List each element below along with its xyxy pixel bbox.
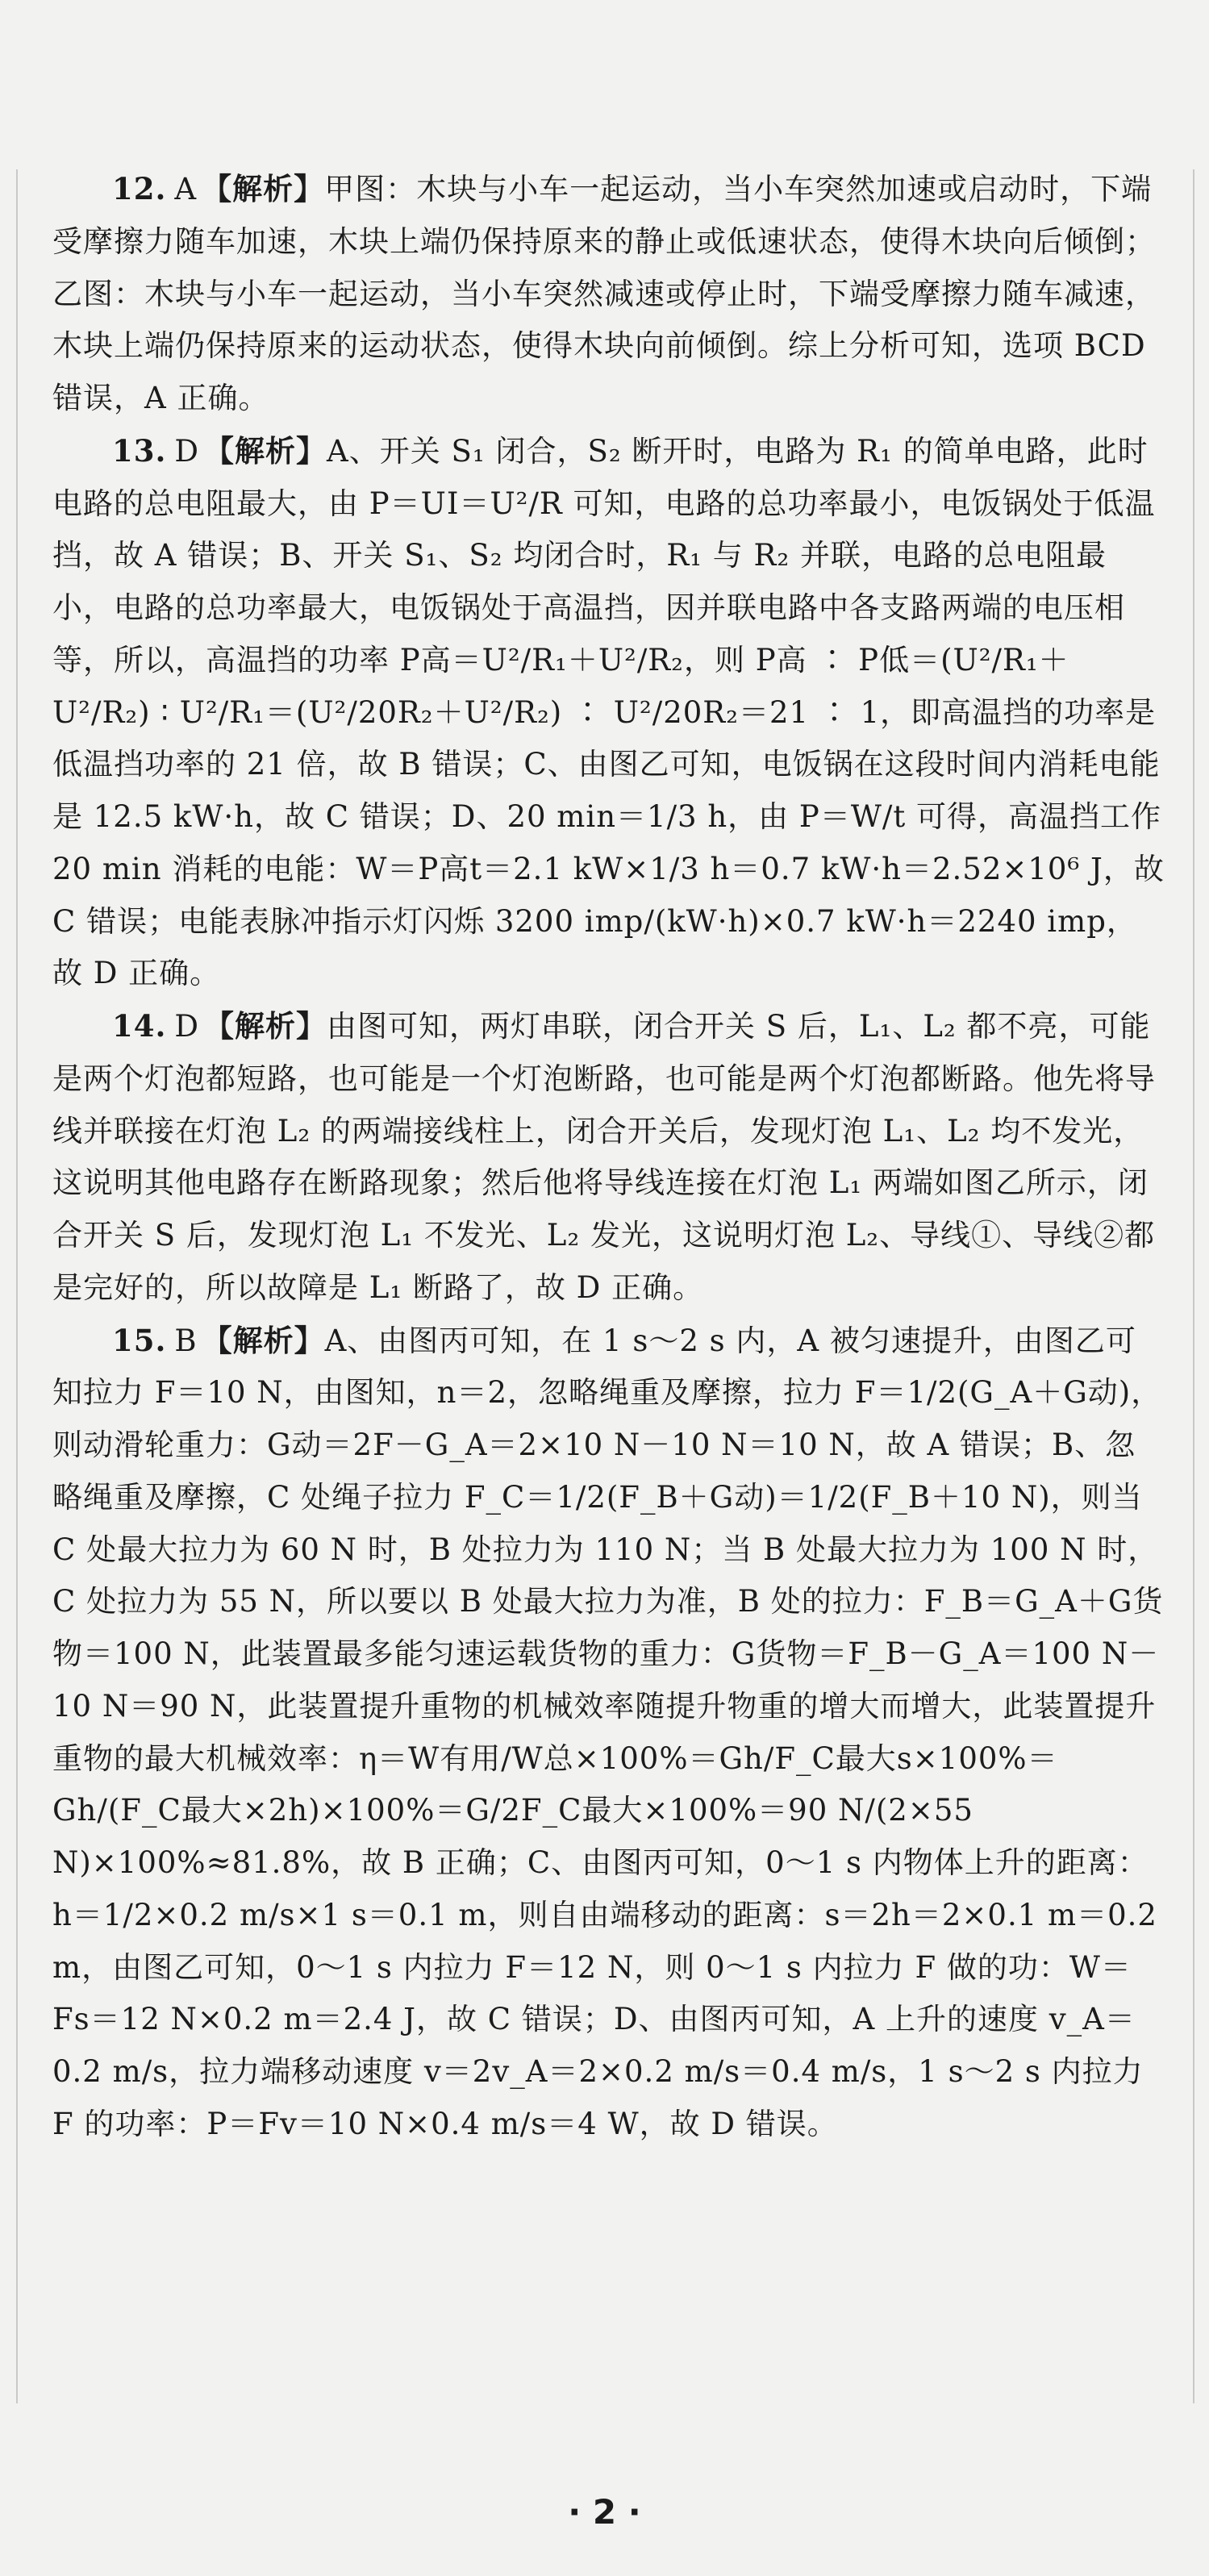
question-number: 14.: [112, 1008, 167, 1044]
answer-item-14: [52, 1000, 1165, 1315]
analysis-tag: 【解析】: [204, 432, 327, 469]
answer-paragraph: [52, 1315, 1165, 2151]
question-number: 15.: [112, 1322, 167, 1358]
analysis-text: A、由图丙可知，在 1 s～2 s 内，A 被匀速提升，由图乙可知拉力 F＝10 N，由图知，n＝2，忽略绳重及摩擦，拉力 F＝1/2(G_A＋G动)，则动滑轮重力：G动＝2F－G_A＝2×10 N－10 N＝10 N，故 A 错误；B、忽略绳重及摩擦，C 处绳子拉力 F_C＝1/2(F_B＋G动)＝1/2(F_B＋10 N)，则当 C 处最大拉力为 60 N 时，B 处拉力为 110 N；当 B 处最大拉力为 100 N 时，C 处拉力为 55 N，所以要以 B 处最大拉力为准，B 处的拉力：F_B＝G_A＋G货物＝100 N，此装置最多能匀速运载货物的重力：G货物＝F_B－G_A＝100 N－10 N＝90 N，此装置提升重物的机械效率随提升物重的增大而增大，此装置提升重物的最大机械效率：η＝W有用/W总×100%＝Gh/F_C最大s×100%＝Gh/(F_C最大×2h)×100%＝G/2F_C最大×100%＝90 N/(2×55 N)×100%≈81.8%，故 B 正确；C、由图丙可知，0～1 s 内物体上升的距离：h＝1/2×0.2 m/s×1 s＝0.1 m，则自由端移动的距离：s＝2h＝2×0.1 m＝0.2 m，由图乙可知，0～1 s 内拉力 F＝12 N，则 0～1 s 内拉力 F 做的功：W＝Fs＝12 N×0.2 m＝2.4 J，故 C 错误；D、由图丙可知，A 上升的速度 v_A＝0.2 m/s，拉力端移动速度 v＝2v_A＝2×0.2 m/s＝0.4 m/s，1 s～2 s 内拉力 F 的功率：P＝Fv＝10 N×0.4 m/s＝4 W，故 D 错误。: [52, 1323, 1164, 2141]
answer-item-15: [52, 1315, 1165, 2151]
question-number: 13.: [112, 432, 167, 469]
right-margin-rule: [1193, 169, 1194, 2403]
analysis-tag: 【解析】: [204, 1008, 327, 1044]
left-margin-rule: [16, 169, 18, 2403]
page-number: · 2 ·: [568, 2492, 641, 2532]
question-number: 12.: [112, 171, 167, 206]
answer-choice: A: [174, 172, 198, 206]
analysis-tag: 【解析】: [202, 1322, 325, 1358]
analysis-text: 甲图：木块与小车一起运动，当小车突然加速或启动时，下端受摩擦力随车加速，木块上端仍保持原来的静止或低速状态，使得木块向后倾倒；乙图：木块与小车一起运动，当小车突然减速或停止时，下端受摩擦力随车减速，木块上端仍保持原来的运动状态，使得木块向前倾倒。综上分析可知，选项 BCD 错误，A 正确。: [52, 172, 1156, 415]
analysis-text: A、开关 S₁ 闭合，S₂ 断开时，电路为 R₁ 的简单电路，此时电路的总电阻最大，由 P＝UI＝U²/R 可知，电路的总功率最小，电饭锅处于低温挡，故 A 错误；B、开关 S₁、S₂ 均闭合时，R₁ 与 R₂ 并联，电路的总电阻最小，电路的总功率最大，电饭锅处于高温挡，因并联电路中各支路两端的电压相等，所以，高温挡的功率 P高＝U²/R₁＋U²/R₂，则 P高 ∶ P低＝(U²/R₁＋U²/R₂) ∶ U²/R₁＝(U²/20R₂＋U²/R₂) ∶ U²/20R₂＝21 ∶ 1，即高温挡的功率是低温挡功率的 21 倍，故 B 错误；C、由图乙可知，电饭锅在这段时间内消耗电能是 12.5 kW·h，故 C 错误；D、20 min＝1/3 h，由 P＝W/t 可得，高温挡工作 20 min 消耗的电能：W＝P高t＝2.1 kW×1/3 h＝0.7 kW·h＝2.52×10⁶ J，故 C 错误；电能表脉冲指示灯闪烁 3200 imp/(kW·h)×0.7 kW·h＝2240 imp，故 D 正确。: [52, 433, 1165, 991]
answer-item-12: [52, 163, 1165, 425]
answer-item-13: [52, 425, 1165, 1000]
answer-paragraph: [52, 163, 1165, 425]
answer-paragraph: [52, 425, 1165, 1000]
analysis-text: 由图可知，两灯串联，闭合开关 S 后，L₁、L₂ 都不亮，可能是两个灯泡都短路，也可能是一个灯泡断路，也可能是两个灯泡都断路。他先将导线并联接在灯泡 L₂ 的两端接线柱上，闭合开关后，发现灯泡 L₁、L₂ 均不发光，这说明其他电路存在断路现象；然后他将导线连接在灯泡 L₁ 两端如图乙所示，闭合开关 S 后，发现灯泡 L₁ 不发光、L₂ 发光，这说明灯泡 L₂、导线①、导线②都是完好的，所以故障是 L₁ 断路了，故 D 正确。: [52, 1009, 1156, 1305]
answer-choice: B: [174, 1323, 198, 1358]
answer-paragraph: [52, 1000, 1165, 1315]
answer-choice: D: [174, 1009, 200, 1044]
answer-content: [52, 163, 1165, 2151]
analysis-tag: 【解析】: [202, 171, 325, 206]
answer-choice: D: [174, 433, 200, 469]
